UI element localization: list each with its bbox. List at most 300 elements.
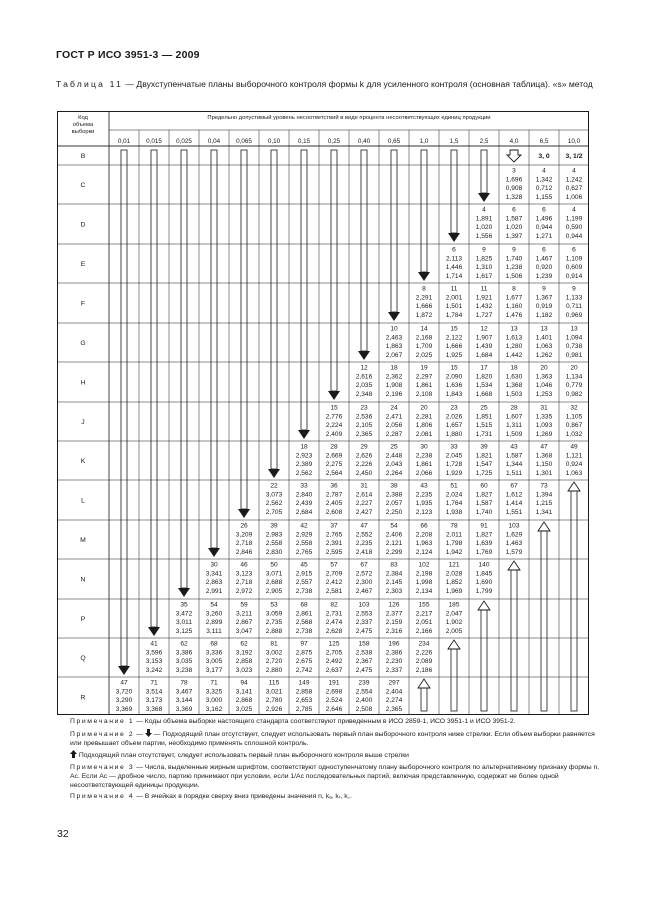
cell-value: 2,045 xyxy=(445,452,463,460)
cell-value: 25 xyxy=(480,404,488,412)
cell-value: 2,475 xyxy=(355,627,373,635)
down-arrow-icon xyxy=(328,391,340,400)
cell-value: 2,235 xyxy=(355,540,373,548)
cell-value: 2,384 xyxy=(385,570,403,578)
cell-value: 15 xyxy=(450,325,458,333)
cell-value: 0,779 xyxy=(565,382,583,390)
cell-value: 2,868 xyxy=(235,697,253,705)
sample-code: D xyxy=(80,221,86,229)
cell-value: 2,043 xyxy=(385,461,403,469)
cell-value: 15 xyxy=(330,404,338,412)
cell-value: 1,397 xyxy=(505,232,523,240)
cell-value: 1,442 xyxy=(505,351,523,359)
cell-value: 1,799 xyxy=(475,587,493,595)
cell-value: 2,316 xyxy=(385,627,403,635)
cell-value: 3,596 xyxy=(145,649,163,657)
cell-value: 3,000 xyxy=(205,697,223,705)
cell-value: 39 xyxy=(270,522,278,530)
cell-value: 24 xyxy=(390,404,398,412)
cell-value: 3,111 xyxy=(206,627,222,635)
cell-value: 149 xyxy=(298,679,310,687)
cell-value: 2,705 xyxy=(265,508,283,516)
cell-value: 47 xyxy=(360,522,368,530)
cell-value: 2,653 xyxy=(295,697,313,705)
aql-header: 2,5 xyxy=(479,138,489,145)
cell-value: 54 xyxy=(390,522,398,530)
cell-value: 2,439 xyxy=(295,500,313,508)
down-arrow-icon xyxy=(418,272,430,281)
cell-value: 2,389 xyxy=(295,461,313,469)
cell-value: 3,177 xyxy=(205,666,223,674)
up-arrow-shaft xyxy=(421,688,427,711)
cell-value: 2,972 xyxy=(235,587,253,595)
cell-value: 62 xyxy=(180,640,188,648)
cell-value: 1,587 xyxy=(505,215,523,223)
cell-value: 3,325 xyxy=(205,688,223,696)
table-caption xyxy=(56,78,601,90)
cell-value: 2,227 xyxy=(355,500,373,508)
cell-value: 1,740 xyxy=(505,255,523,263)
cell-value: 0,738 xyxy=(565,343,583,351)
cell-value: 54 xyxy=(210,601,218,609)
cell-value: 2,688 xyxy=(265,579,283,587)
cell-value: 9 xyxy=(482,246,486,254)
cell-value: 1,709 xyxy=(415,343,433,351)
cell-value: 1,551 xyxy=(505,508,523,516)
cell-value: 3,467 xyxy=(175,688,193,696)
cell-value: 1,845 xyxy=(475,570,493,578)
cell-value: 1,668 xyxy=(475,390,493,398)
cell-value: 25 xyxy=(390,443,398,451)
cell-value: 2,250 xyxy=(385,508,403,516)
cell-value: 2,122 xyxy=(445,334,463,342)
cell-value: 1,511 xyxy=(505,469,523,477)
cell-value: 239 xyxy=(358,679,370,687)
cell-value: 158 xyxy=(358,640,370,648)
cell-value: 42 xyxy=(300,522,308,530)
cell-value: 32 xyxy=(570,404,578,412)
cell-value: 73 xyxy=(540,482,548,490)
cell-value: 11 xyxy=(480,285,488,293)
cell-value: 2,404 xyxy=(385,688,403,696)
cell-value: 22 xyxy=(270,482,278,490)
cell-value: 3,386 xyxy=(175,649,193,657)
cell-value: 2,524 xyxy=(325,697,343,705)
cell-value: 2,168 xyxy=(415,334,433,342)
cell-value: 1,341 xyxy=(535,508,553,516)
cell-value: 94 xyxy=(240,679,248,687)
cell-value: 2,709 xyxy=(325,570,343,578)
cell-value: 67 xyxy=(510,482,518,490)
cell-value: 1,506 xyxy=(505,272,523,280)
cell-value: 2,830 xyxy=(265,548,283,556)
cell-value: 3,047 xyxy=(235,627,253,635)
cell-value: 0,944 xyxy=(565,232,583,240)
cell-value: 2,720 xyxy=(265,658,283,666)
cell-value: 2,299 xyxy=(385,548,403,556)
caption-text: — Двухступенчатые планы выборочного контроля формы k для усиленного контроля (основная таблица). «s» метод xyxy=(123,79,593,89)
down-arrow-shaft xyxy=(331,150,337,391)
cell-value: 2,011 xyxy=(445,531,463,539)
cell-value: 0,969 xyxy=(565,311,583,319)
cell-value: 1,902 xyxy=(445,619,463,627)
cell-value: 12 xyxy=(360,364,368,372)
cell-value: 1,666 xyxy=(445,343,463,351)
hollow-arrow-down-icon xyxy=(507,150,521,162)
cell-value: 2,365 xyxy=(355,430,373,438)
cell-value: 2,024 xyxy=(445,491,463,499)
cell-value: 1,271 xyxy=(535,232,553,240)
sample-code: K xyxy=(80,458,86,465)
cell-value: 2,121 xyxy=(385,540,403,548)
down-arrow-icon xyxy=(148,627,160,636)
aql-header: 0,04 xyxy=(207,138,221,145)
cell-value: 2,558 xyxy=(265,540,283,548)
cell-value: 2,614 xyxy=(355,491,373,499)
cell-value: 102 xyxy=(418,561,430,569)
cell-value: 2,235 xyxy=(415,491,433,499)
cell-value: 6 xyxy=(572,246,576,254)
cell-value: 0,712 xyxy=(535,185,553,193)
cell-value: 20 xyxy=(540,364,548,372)
cell-value: 1,432 xyxy=(475,303,493,311)
down-arrow-shaft xyxy=(151,150,157,627)
sample-code: C xyxy=(80,182,86,189)
cell-value: 2,718 xyxy=(235,540,253,548)
cell-value: 2,840 xyxy=(295,491,313,499)
cell-value: 47 xyxy=(540,443,548,451)
cell-value: 2,463 xyxy=(385,334,403,342)
cell-value: 1,367 xyxy=(535,294,553,302)
cell-value: 33 xyxy=(450,443,458,451)
cell-value: 2,230 xyxy=(385,658,403,666)
cell-value: 103 xyxy=(508,522,520,530)
cell-value: 2,400 xyxy=(355,697,373,705)
cell-value: 1,820 xyxy=(475,373,493,381)
cell-value: 39 xyxy=(480,443,488,451)
aql-header: 0,65 xyxy=(387,138,401,145)
cell-value: 126 xyxy=(388,601,400,609)
cell-value: 1,467 xyxy=(535,255,553,263)
cell-value: 1,639 xyxy=(475,540,493,548)
note-4-text: — В ячейках в порядке сверху вниз приведены значения n, kₐ, kᵣ, k꜀. xyxy=(134,793,352,800)
cell-value: 1,825 xyxy=(475,255,493,263)
cell-value: 1,368 xyxy=(535,452,553,460)
sample-code: L xyxy=(81,497,85,505)
up-arrow-icon xyxy=(478,601,490,610)
cell-value: 13 xyxy=(510,325,518,333)
sample-code: G xyxy=(80,340,86,347)
down-arrow-icon xyxy=(298,430,310,439)
cell-value: 78 xyxy=(180,679,188,687)
note-4 xyxy=(70,792,600,801)
cell-value: 2,217 xyxy=(415,610,433,618)
cell-value: 2,275 xyxy=(325,461,343,469)
cell-value: 3,720 xyxy=(115,688,133,696)
cell-value: 19 xyxy=(420,364,428,372)
cell-value: 2,081 xyxy=(415,430,433,438)
cell-value: 1,556 xyxy=(475,232,493,240)
cell-value: 2,552 xyxy=(355,531,373,539)
cell-value: 2,669 xyxy=(325,452,343,460)
cell-value: 2,264 xyxy=(385,469,403,477)
down-arrow-icon xyxy=(388,312,400,321)
cell-value: 1,509 xyxy=(505,430,523,438)
cell-value: 1,827 xyxy=(475,491,493,499)
cell-value: 0,914 xyxy=(565,272,583,280)
cell-value: 3,368 xyxy=(145,705,163,713)
cell-value: 43 xyxy=(420,482,428,490)
cell-value: 191 xyxy=(328,679,340,687)
cell-value: 0,908 xyxy=(505,185,523,193)
cell-value: 2,553 xyxy=(355,610,373,618)
cell-value: 2,377 xyxy=(385,610,403,618)
cell-value: 2,557 xyxy=(295,579,313,587)
cell-value: 2,492 xyxy=(325,658,343,666)
cell-value: 2,287 xyxy=(385,430,403,438)
sample-code: F xyxy=(80,300,86,308)
cell-value: 2,291 xyxy=(415,294,433,302)
cell-value: 1,328 xyxy=(505,193,523,201)
cell-value: 1,094 xyxy=(565,334,583,342)
cell-value: 2,858 xyxy=(235,658,253,666)
cell-value: 2,035 xyxy=(355,382,373,390)
cell-value: 17 xyxy=(480,364,488,372)
cell-value: 1,861 xyxy=(415,382,433,390)
cell-value: 2,867 xyxy=(235,619,253,627)
cell-value: 2,863 xyxy=(205,579,223,587)
cell-value: 2,738 xyxy=(295,587,313,595)
cell-value: 1,093 xyxy=(535,422,553,430)
cell-value: 2,348 xyxy=(355,390,373,398)
cell-value: 3,209 xyxy=(235,531,253,539)
cell-value: 1,725 xyxy=(475,469,493,477)
cell-value: 2,067 xyxy=(385,351,403,359)
note-1 xyxy=(70,717,600,726)
down-arrow-shaft xyxy=(301,150,307,430)
cell-value: 2,224 xyxy=(325,422,343,430)
cell-value: 3,035 xyxy=(175,658,193,666)
cell-value: 2,386 xyxy=(385,649,403,657)
down-arrow-shaft xyxy=(181,150,187,588)
cell-value: 2,388 xyxy=(385,491,403,499)
cell-value: 1,587 xyxy=(505,452,523,460)
sample-code: R xyxy=(80,694,86,702)
down-arrow-icon xyxy=(118,666,130,675)
super-header: Предельно допустимый уровень несоответствий в виде процента несоответствующих единиц продукции xyxy=(207,115,491,121)
cell-value: 3,071 xyxy=(265,570,283,578)
cell-value: 1,696 xyxy=(505,176,523,184)
cell-value: 2,166 xyxy=(415,627,433,635)
cell-value: 2,226 xyxy=(415,649,433,657)
cell-value: 1,861 xyxy=(415,461,433,469)
cell-value: 3,162 xyxy=(205,705,223,713)
cell-value: 33 xyxy=(300,482,308,490)
cell-value: 1,344 xyxy=(505,461,523,469)
cell-value: 2,186 xyxy=(415,666,433,674)
cell-value: 1,942 xyxy=(445,548,463,556)
cell-value: 1,851 xyxy=(475,413,493,421)
cell-value: 1,547 xyxy=(475,461,493,469)
cell-value: 2,983 xyxy=(265,531,283,539)
cell-value: 1,133 xyxy=(565,294,583,302)
aql-header: 0,15 xyxy=(297,138,311,145)
aql-header: 0,025 xyxy=(176,138,192,145)
cell-value: 1,242 xyxy=(565,176,583,184)
aql-header: 1,0 xyxy=(419,138,429,145)
cell-value: 1,503 xyxy=(505,390,523,398)
cell-value: 1,852 xyxy=(445,579,463,587)
aql-header: 0,25 xyxy=(327,138,341,145)
cell-value: 2,406 xyxy=(385,531,403,539)
cell-value: 4 xyxy=(482,206,486,214)
cell-value: 1,969 xyxy=(445,587,463,595)
cell-value: 41 xyxy=(150,640,158,648)
cell-value: 1,727 xyxy=(475,311,493,319)
cell-value: 2,471 xyxy=(385,413,403,421)
cell-value: 60 xyxy=(480,482,488,490)
cell-value: 1,880 xyxy=(445,430,463,438)
cell-value: 97 xyxy=(300,640,308,648)
cell-value: 1,446 xyxy=(445,264,463,272)
cell-value: 68 xyxy=(210,640,218,648)
cell-value: 82 xyxy=(330,601,338,609)
cell-value: 2,303 xyxy=(385,587,403,595)
cell-value: 2,337 xyxy=(385,666,403,674)
cell-value: 1,020 xyxy=(505,224,523,232)
sample-code: N xyxy=(80,576,86,584)
table-notes xyxy=(70,717,600,804)
cell-value: 1,046 xyxy=(535,382,553,390)
cell-value: 6 xyxy=(512,206,516,214)
down-arrow-shaft xyxy=(481,150,487,193)
cell-value: 9 xyxy=(572,285,576,293)
cell-value: 2,880 xyxy=(265,666,283,674)
cell-value: 2,776 xyxy=(325,413,343,421)
note-2-text: — Подходящий план отсутствует, следует использовать первый план выборочного контроля ниже стрелки. Если объем выборки равняется или превышает объем партии, необходимо применять сплошной контроль. xyxy=(70,730,595,747)
cell-value: 3,238 xyxy=(175,666,193,674)
document-header: ГОСТ Р ИСО 3951-3 — 2009 xyxy=(56,49,200,61)
cell-value: 1,121 xyxy=(565,452,583,460)
cell-value: 2,028 xyxy=(445,570,463,578)
cell-value: 3,369 xyxy=(175,705,193,713)
cell-value: 1,827 xyxy=(475,531,493,539)
cell-value: 3,123 xyxy=(235,570,253,578)
cell-value: 3,141 xyxy=(235,688,253,696)
cell-value: 28 xyxy=(330,443,338,451)
cell-value: 15 xyxy=(450,364,458,372)
cell-value: 1,636 xyxy=(445,382,463,390)
up-arrow-icon xyxy=(418,679,430,688)
cell-value: 2,105 xyxy=(355,422,373,430)
down-arrow-shaft xyxy=(121,150,127,666)
cell-value: 3,144 xyxy=(175,697,193,705)
up-arrow-icon xyxy=(538,522,550,531)
cell-value: 2,450 xyxy=(355,469,373,477)
cell-value: 4 xyxy=(542,167,546,175)
cell-value: 3 xyxy=(512,167,516,175)
cell-value: 13 xyxy=(540,325,548,333)
cell-value: 125 xyxy=(328,640,340,648)
cell-value: 2,427 xyxy=(355,508,373,516)
cell-value: 30 xyxy=(420,443,428,451)
cell-value: 1,105 xyxy=(565,413,583,421)
note-4-lead: Примечание 4 xyxy=(70,793,135,800)
note-3-lead: Примечание 3 xyxy=(70,763,135,771)
sampling-plan-table xyxy=(57,111,589,715)
cell-value: 2,418 xyxy=(355,548,373,556)
cell-value: 297 xyxy=(388,679,400,687)
note-2b-text: Подходящий план отсутствует, следует использовать первый план выборочного контроля выше стрелки xyxy=(78,752,409,759)
cell-value: 2,362 xyxy=(385,373,403,381)
cell-value: 59 xyxy=(240,601,248,609)
cell-value: 2,572 xyxy=(355,570,373,578)
up-arrow-shaft xyxy=(511,570,517,711)
down-arrow-shaft xyxy=(271,150,277,469)
cell-value: 2,238 xyxy=(415,452,433,460)
cell-value: 2,888 xyxy=(265,627,283,635)
up-arrow-shaft xyxy=(481,610,487,711)
cell-value: 50 xyxy=(270,561,278,569)
cell-value: 2,705 xyxy=(325,649,343,657)
cell-value: 2,391 xyxy=(325,540,343,548)
aql-header: 0,40 xyxy=(357,138,371,145)
cell-value: 1,238 xyxy=(505,264,523,272)
cell-value: 1,587 xyxy=(475,500,493,508)
cell-value: 1,215 xyxy=(535,500,553,508)
down-arrow-icon xyxy=(238,509,250,518)
cell-value: 2,861 xyxy=(295,610,313,618)
cell-value: 2,405 xyxy=(325,500,343,508)
cell-value: 62 xyxy=(240,640,248,648)
cell-value: 1,301 xyxy=(535,469,553,477)
b-row-plan: 3, 0 xyxy=(538,153,550,160)
cell-value: 1,731 xyxy=(475,430,493,438)
cell-value: 1,963 xyxy=(415,540,433,548)
cell-value: 28 xyxy=(510,404,518,412)
aql-header: 0,01 xyxy=(117,138,131,145)
cell-value: 3,242 xyxy=(145,666,163,674)
cell-value: 30 xyxy=(210,561,218,569)
cell-value: 0,919 xyxy=(535,303,553,311)
cell-value: 0,609 xyxy=(565,264,583,272)
down-arrow-shaft xyxy=(451,150,457,233)
cell-value: 0,920 xyxy=(535,264,553,272)
cell-value: 31 xyxy=(360,482,368,490)
cell-value: 2,991 xyxy=(205,587,223,595)
cell-value: 1,617 xyxy=(475,272,493,280)
cell-value: 1,629 xyxy=(505,531,523,539)
aql-header: 10,0 xyxy=(567,138,581,145)
cell-value: 0,867 xyxy=(565,422,583,430)
cell-value: 1,728 xyxy=(445,461,463,469)
cell-value: 2,915 xyxy=(295,570,313,578)
cell-value: 3,369 xyxy=(115,705,133,713)
cell-value: 1,769 xyxy=(475,548,493,556)
cell-value: 68 xyxy=(300,601,308,609)
cell-value: 2,145 xyxy=(385,579,403,587)
cell-value: 1,613 xyxy=(505,334,523,342)
cell-value: 23 xyxy=(450,404,458,412)
cell-value: 46 xyxy=(240,561,248,569)
cell-value: 2,785 xyxy=(295,705,313,713)
cell-value: 2,337 xyxy=(355,619,373,627)
down-arrow-icon xyxy=(268,469,280,478)
cell-value: 1,579 xyxy=(505,548,523,556)
cell-value: 1,630 xyxy=(505,373,523,381)
cell-value: 2,297 xyxy=(415,373,433,381)
cell-value: 1,798 xyxy=(445,540,463,548)
